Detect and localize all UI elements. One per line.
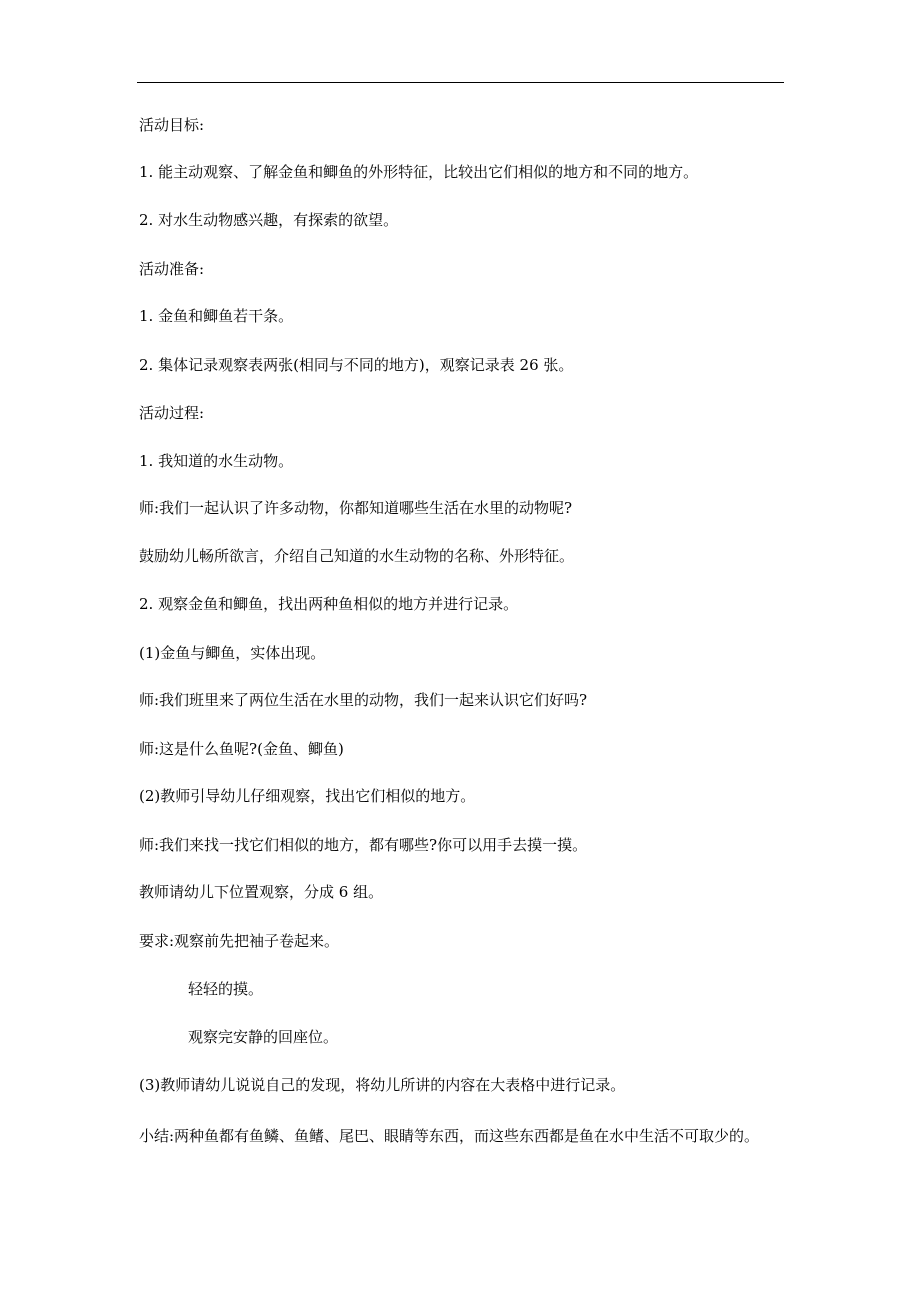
paragraph-encourage: 鼓励幼儿畅所欲言，介绍自己知道的水生动物的名称、外形特征。 [139, 547, 575, 565]
substep-2: (2)教师引导幼儿仔细观察，找出它们相似的地方。 [139, 787, 476, 805]
paragraph-grouping: 教师请幼儿下位置观察，分成 6 组。 [139, 883, 384, 901]
section-heading-process: 活动过程: [139, 404, 205, 422]
section-heading-preparation: 活动准备: [139, 260, 205, 278]
teacher-line-1: 师:我们一起认识了许多动物，你都知道哪些生活在水里的动物呢? [139, 499, 573, 517]
header-rule [137, 82, 784, 83]
substep-1: (1)金鱼与鲫鱼，实体出现。 [139, 644, 326, 662]
process-step-1: 1. 我知道的水生动物。 [139, 452, 294, 470]
process-step-2: 2. 观察金鱼和鲫鱼，找出两种鱼相似的地方并进行记录。 [139, 595, 519, 613]
requirement-item-return: 观察完安静的回座位。 [188, 1028, 339, 1046]
preparation-item-2: 2. 集体记录观察表两张(相同与不同的地方)，观察记录表 26 张。 [139, 356, 574, 374]
goal-item-2: 2. 对水生动物感兴趣，有探索的欲望。 [139, 211, 399, 229]
section-heading-goals: 活动目标: [139, 116, 205, 134]
requirement-item-gentle: 轻轻的摸。 [188, 980, 264, 998]
preparation-item-1: 1. 金鱼和鲫鱼若干条。 [139, 307, 294, 325]
teacher-line-3: 师:这是什么鱼呢?(金鱼、鲫鱼) [139, 740, 344, 758]
teacher-line-2: 师:我们班里来了两位生活在水里的动物，我们一起来认识它们好吗? [139, 691, 588, 709]
substep-3: (3)教师请幼儿说说自己的发现，将幼儿所讲的内容在大表格中进行记录。 [139, 1076, 626, 1094]
goal-item-1: 1. 能主动观察、了解金鱼和鲫鱼的外形特征，比较出它们相似的地方和不同的地方。 [139, 163, 699, 181]
requirement-line: 要求:观察前先把袖子卷起来。 [139, 932, 340, 950]
teacher-line-4: 师:我们来找一找它们相似的地方，都有哪些?你可以用手去摸一摸。 [139, 836, 588, 854]
summary-paragraph: 小结:两种鱼都有鱼鳞、鱼鳍、尾巴、眼睛等东西，而这些东西都是鱼在水中生活不可取少的。 [139, 1127, 760, 1145]
